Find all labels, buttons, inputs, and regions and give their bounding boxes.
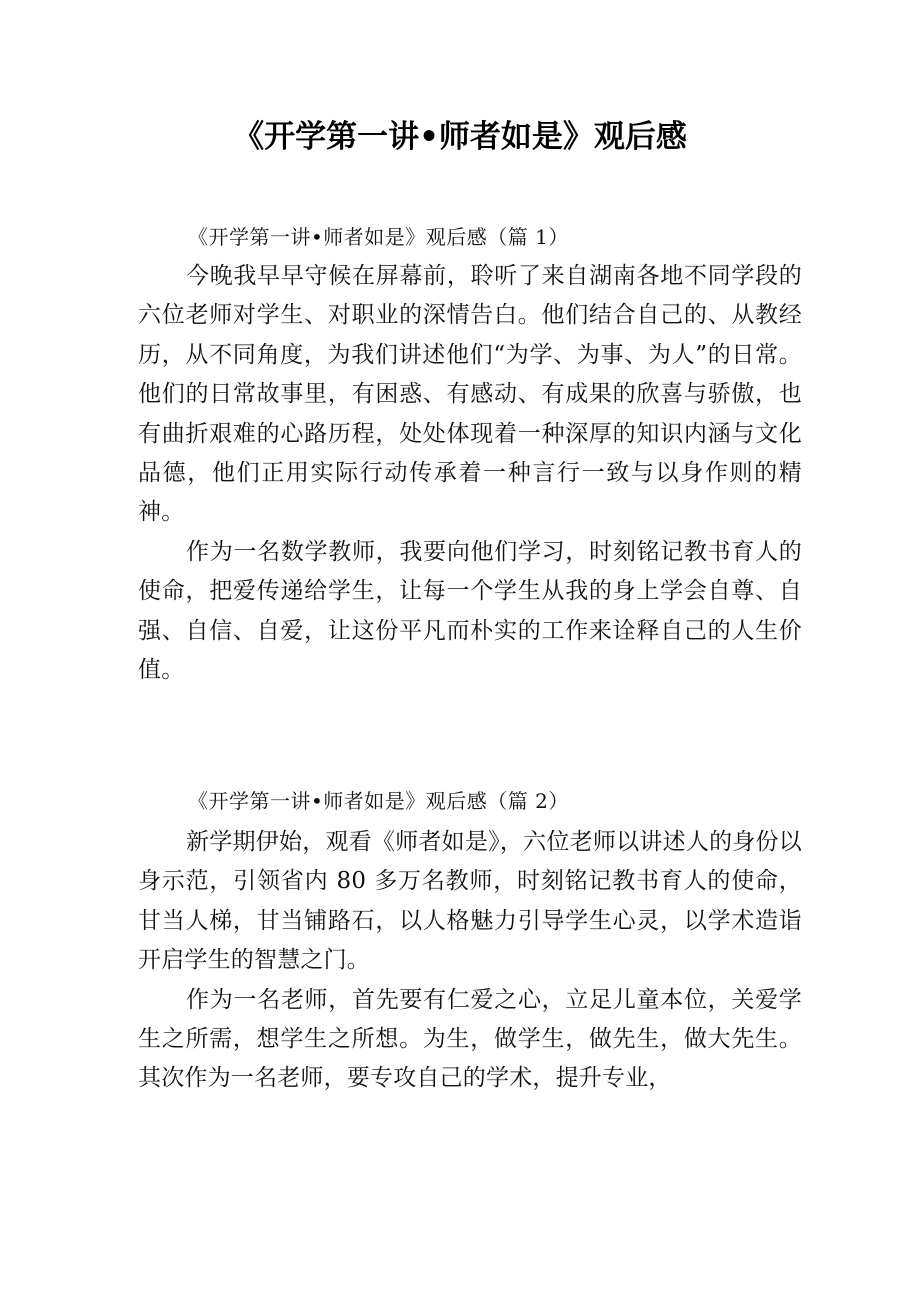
body-paragraph: 作为一名老师，首先要有仁爱之心，立足儿童本位，关爱学生之所需，想学生之所想。为生，做学生，做先生，做大先生。其次作为一名老师，要专攻自己的学术，提升专业， bbox=[138, 986, 802, 1092]
body-paragraph: 作为一名数学教师，我要向他们学习，时刻铭记教书育人的使命，把爱传递给学生，让每一个学生从我的身上学会自尊、自强、自信、自爱，让这份平凡而朴实的工作来诠释自己的人生价值。 bbox=[138, 538, 802, 684]
section-heading: 《开学第一讲•师者如是》观后感（篇 2） bbox=[188, 789, 569, 813]
document-title: 《开学第一讲•师者如是》观后感 bbox=[233, 119, 687, 155]
essay-section-1 bbox=[138, 219, 802, 690]
section-heading: 《开学第一讲•师者如是》观后感（篇 1） bbox=[188, 225, 569, 249]
body-paragraph: 新学期伊始，观看《师者如是》，六位老师以讲述人的身份以身示范，引领省内 80 多万名教师，时刻铭记教书育人的使命，甘当人梯，甘当铺路石，以人格魅力引导学生心灵，以学术造诣开启学生的智慧之门。 bbox=[138, 829, 802, 974]
body-paragraph: 今晚我早早守候在屏幕前，聆听了来自湖南各地不同学段的六位老师对学生、对职业的深情告白。他们结合自己的、从教经历，从不同角度，为我们讲述他们“为学、为事、为人”的日常。他们的日常故事里，有困惑、有感动、有成果的欣喜与骄傲，也有曲折艰难的心路历程，处处体现着一种深厚的知识内涵与文化品德，他们正用实际行动传承着一种言行一致与以身作则的精神。 bbox=[138, 263, 802, 526]
essay-section-2 bbox=[138, 783, 802, 1099]
